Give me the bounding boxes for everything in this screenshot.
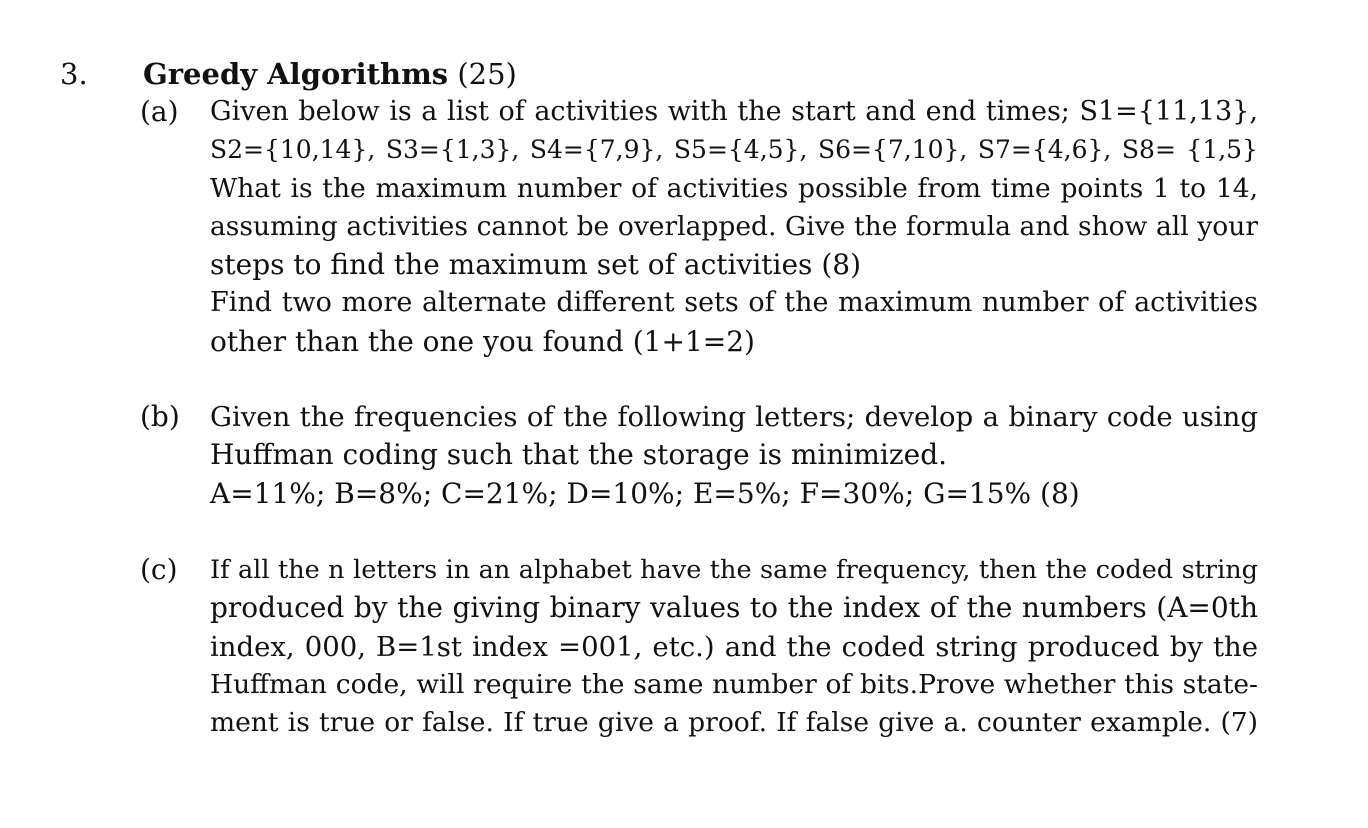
part-a-label: (a) (140, 95, 179, 128)
part-c-label: (c) (140, 553, 178, 586)
part-b-label: (b) (140, 400, 180, 433)
part-b-line: Given the frequencies of the following letters; develop a binary code using (210, 401, 1258, 433)
part-b-line: A=11%; B=8%; C=21%; D=10%; E=5%; F=30%; G=15% (8) (210, 476, 1080, 510)
part-a-body (210, 93, 1258, 361)
part-a-line: other than the one you found (1+1=2) (210, 324, 755, 358)
question-points: (25) (457, 57, 517, 91)
part-b-body (210, 398, 1258, 513)
part-a-line: Given below is a list of activities with the start and end times; S1={11,13}, (210, 96, 1258, 127)
part-a-line: assuming activities cannot be overlapped. Give the formula and show all your (210, 210, 1258, 242)
part-a-line: S2={10,14}, S3={1,3}, S4={7,9}, S5={4,5}, S6={7,10}, S7={4,6}, S8= {1,5} (210, 135, 1258, 165)
part-a-line: What is the maximum number of activities possible from time points 1 to 14, (210, 172, 1258, 204)
part-a-line: steps to find the maximum set of activities (8) (210, 248, 861, 282)
part-c-line: index, 000, B=1st index =001, etc.) and the coded string produced by the (210, 630, 1258, 663)
part-a-line: Find two more alternate different sets of the maximum number of activities (210, 287, 1258, 319)
question-number: 3. (60, 57, 88, 91)
question-title-text: Greedy Algorithms (143, 57, 449, 91)
part-c-line: ment is true or false. If true give a proof. If false give a. counter example. (7) (210, 707, 1258, 739)
question-title (143, 55, 517, 93)
part-b-line: Huffman coding such that the storage is minimized. (210, 438, 948, 472)
part-c-line: If all the n letters in an alphabet have the same frequency, then the coded string (210, 555, 1258, 585)
part-c-line: Huffman code, will require the same number of bits.Prove whether this state- (210, 668, 1258, 700)
part-c-body (210, 551, 1258, 742)
part-c-line: produced by the giving binary values to the index of the numbers (A=0th (210, 591, 1258, 625)
